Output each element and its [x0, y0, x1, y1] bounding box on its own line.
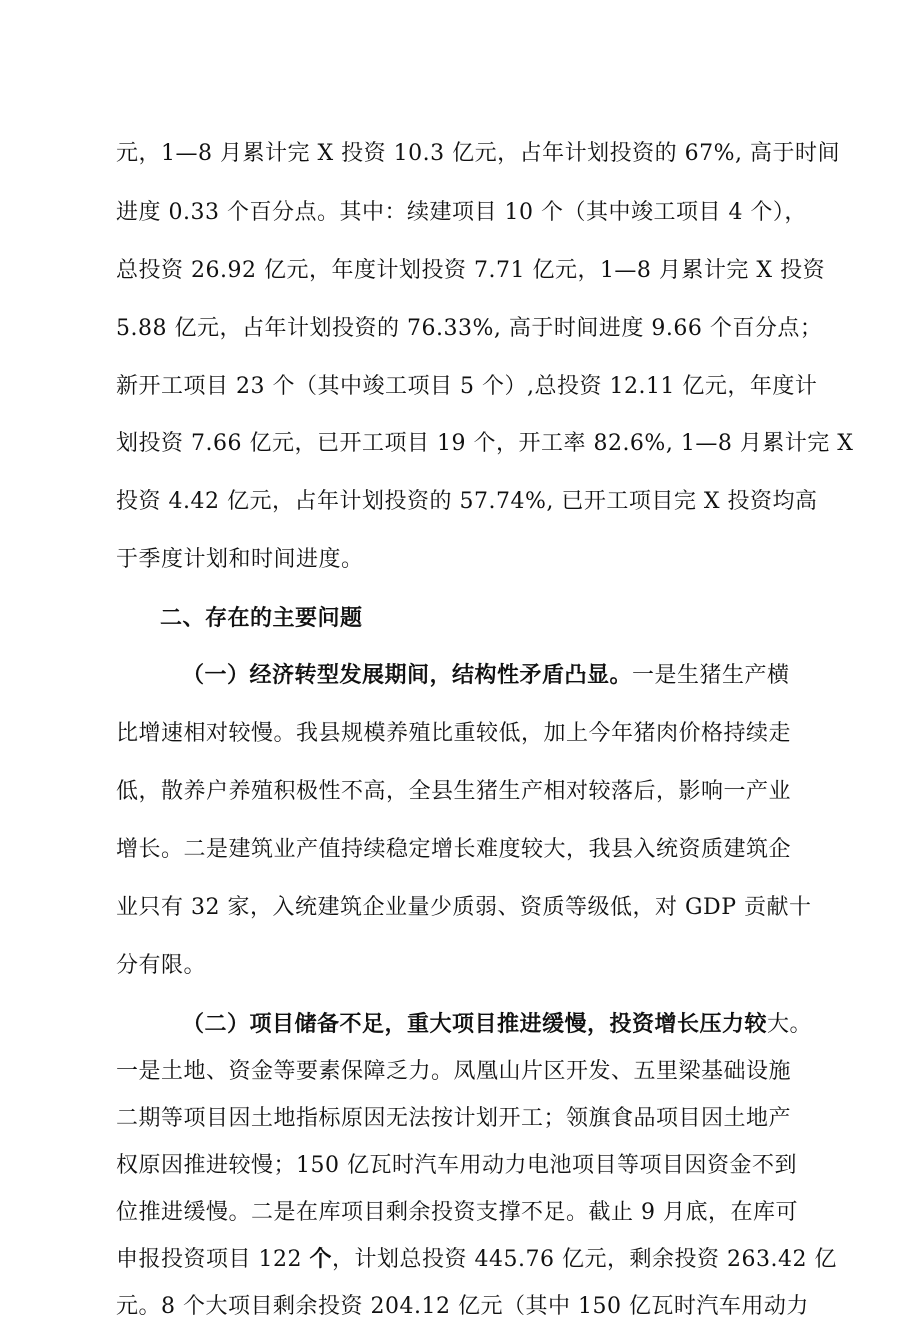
subsection-2-first-line	[182, 1011, 812, 1039]
split-prefix: 申报投资项目 122	[116, 1247, 310, 1272]
subsection-1-title: （一）经济转型发展期间，结构性矛盾凸显。	[182, 663, 633, 688]
paragraph-line: 新开工项目 23 个（其中竣工项目 5 个）,总投资 12.11 亿元，年度计	[116, 374, 818, 399]
paragraph-line: 元。8 个大项目剩余投资 204.12 亿元（其中 150 亿瓦时汽车用动力	[116, 1294, 809, 1319]
paragraph-line: 投资 4.42 亿元，占年计划投资的 57.74%, 已开工项目完 X 投资均高	[116, 489, 818, 514]
subsection-2-first-line-text: 大。	[767, 1012, 813, 1037]
subsection-1-first-line-text: 一是生猪生产横	[632, 663, 790, 688]
paragraph-line: 划投资 7.66 亿元，已开工项目 19 个，开工率 82.6%, 1—8 月累计完 X	[116, 431, 854, 456]
paragraph-line: 增长。二是建筑业产值持续稳定增长难度较大，我县入统资质建筑企	[116, 837, 792, 862]
subsection-1-first-line	[182, 662, 790, 690]
paragraph-line: 二期等项目因土地指标原因无法按计划开工；领旗食品项目因土地产	[116, 1106, 792, 1131]
split-suffix: ，计划总投资 445.76 亿元，剩余投资 263.42 亿	[332, 1247, 837, 1272]
paragraph-line-split	[116, 1246, 837, 1274]
paragraph-line: 位推进缓慢。二是在库项目剩余投资支撑不足。截止 9 月底，在库可	[116, 1200, 798, 1225]
subsection-2-title: （二）项目储备不足，重大项目推进缓慢，投资增长压力较	[182, 1012, 768, 1037]
paragraph-line: 分有限。	[116, 953, 207, 978]
paragraph-line: 权原因推进较慢；150 亿瓦时汽车用动力电池项目等项目因资金不到	[116, 1153, 797, 1178]
paragraph-line: 业只有 32 家，入统建筑企业量少质弱、资质等级低，对 GDP 贡献十	[116, 895, 812, 920]
paragraph-line: 总投资 26.92 亿元，年度计划投资 7.71 亿元，1—8 月累计完 X 投资	[116, 258, 826, 283]
paragraph-line: 于季度计划和时间进度。	[116, 547, 364, 572]
split-bold-unit: 个	[309, 1247, 332, 1272]
section-heading: 二、存在的主要问题	[160, 606, 363, 631]
paragraph-line: 一是土地、资金等要素保障乏力。凤凰山片区开发、五里梁基础设施	[116, 1059, 792, 1084]
paragraph-line: 低，散养户养殖积极性不高，全县生猪生产相对较落后，影响一产业	[116, 779, 792, 804]
paragraph-line: 5.88 亿元，占年计划投资的 76.33%, 高于时间进度 9.66 个百分点；	[116, 316, 823, 341]
paragraph-line: 比增速相对较慢。我县规模养殖比重较低，加上今年猪肉价格持续走	[116, 721, 792, 746]
paragraph-line: 元，1—8 月累计完 X 投资 10.3 亿元，占年计划投资的 67%, 高于时间	[116, 141, 840, 166]
paragraph-line: 进度 0.33 个百分点。其中：续建项目 10 个（其中竣工项目 4 个），	[116, 200, 807, 225]
